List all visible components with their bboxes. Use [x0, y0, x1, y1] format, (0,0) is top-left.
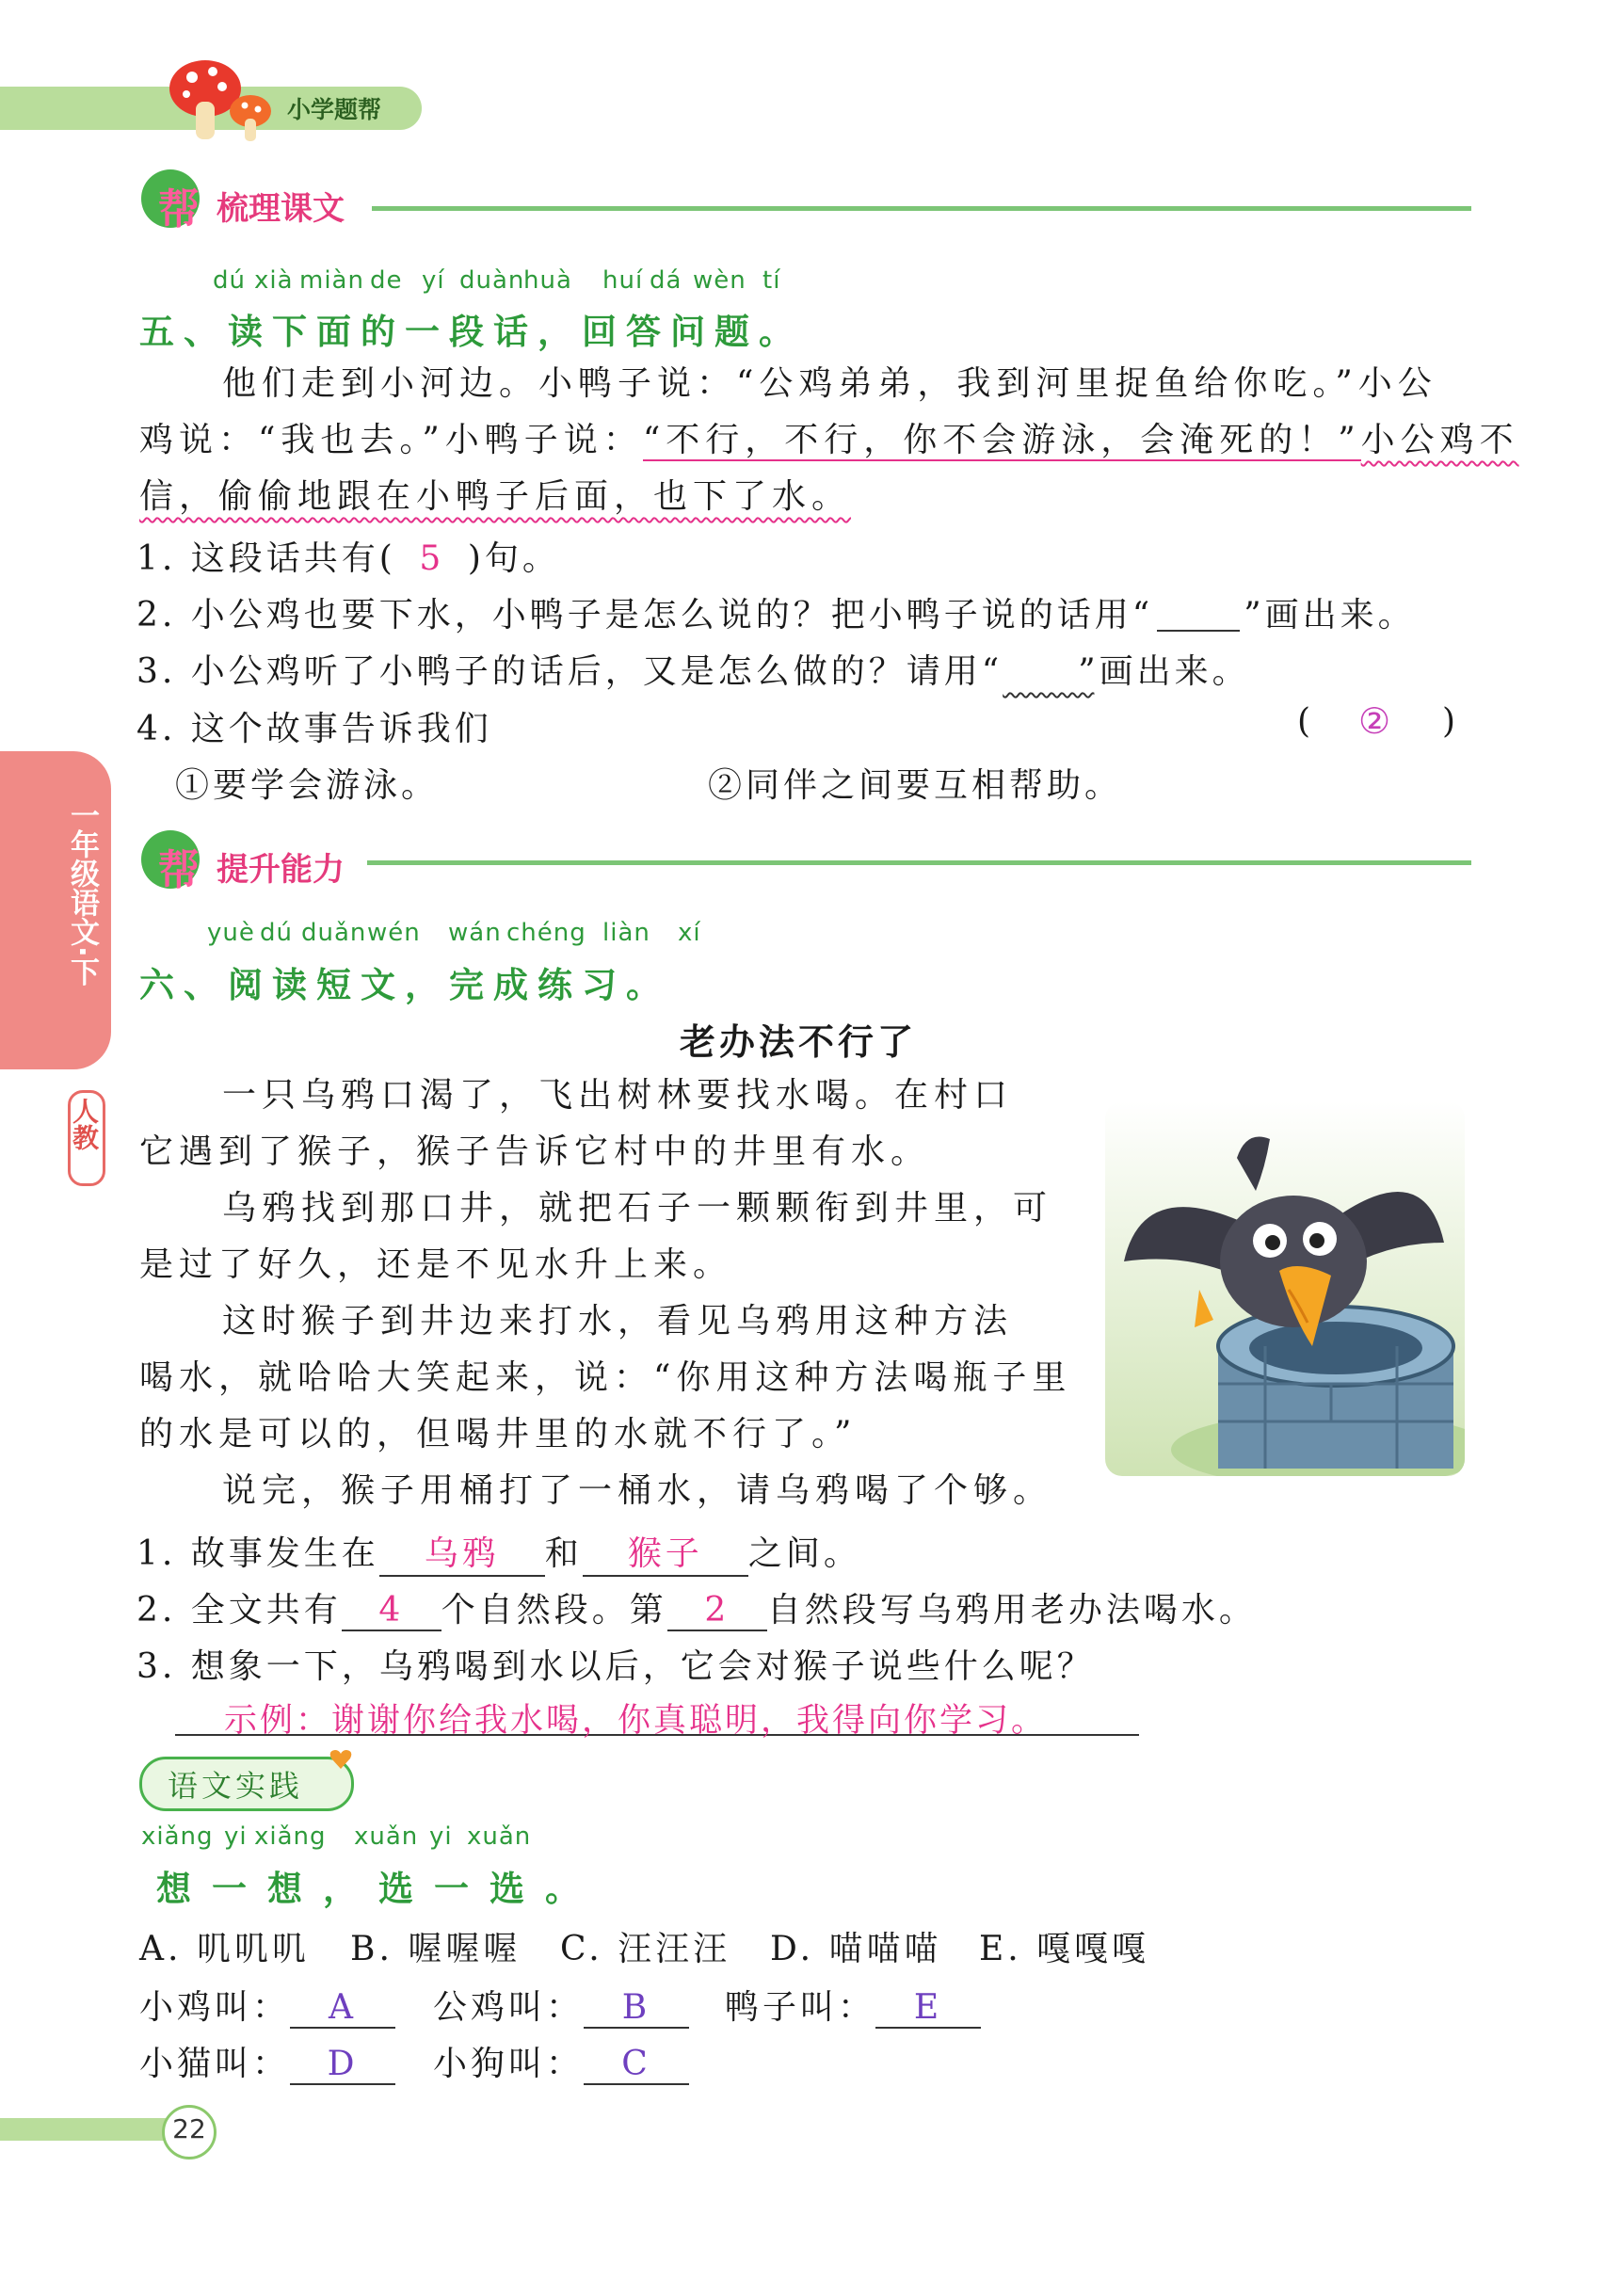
- practice-option: A. 叽叽叽: [139, 1930, 310, 1968]
- wavy-line-sample: [1003, 652, 1078, 691]
- q5-item4-paren-close: ): [1442, 702, 1460, 741]
- q5-item3: 3. 小公鸡听了小鸭子的话后，又是怎么做的？请用“ ”画出来。: [136, 652, 1250, 691]
- q5-item2: 2. 小公鸡也要下水，小鸭子是怎么说的？把小鸭子说的话用“ ”画出来。: [136, 596, 1416, 634]
- q5-item1: 1. 这段话共有( 5 )句。: [136, 539, 560, 578]
- practice-option: C. 汪汪汪: [560, 1930, 731, 1968]
- practice-row1-item1: 小鸡叫： A: [139, 1981, 395, 2029]
- crow-well-illustration: [1105, 1101, 1465, 1476]
- practice-row2-item1: 小猫叫： D: [139, 2037, 395, 2085]
- brand-name: 小学题帮: [287, 96, 382, 123]
- q6-item2: 2. 全文共有 4 个自然段。第 2 自然段写乌鸦用老办法喝水。: [136, 1591, 1257, 1630]
- practice-title: 想一想，选一选。: [156, 1869, 601, 1909]
- page-number: 22: [172, 2113, 206, 2144]
- rooster-action-wavy-2: 信，偷偷地跟在小鸭子后面，也下了水。: [139, 477, 852, 516]
- practice-answer: C: [584, 2045, 689, 2085]
- section-divider: [367, 860, 1471, 865]
- story-line: 一只乌鸦口渴了，飞出树林要找水喝。在村口: [222, 1076, 1014, 1115]
- practice-answer: B: [584, 1988, 689, 2029]
- practice-answer: A: [290, 1988, 395, 2029]
- q6-item3: 3. 想象一下，乌鸦喝到水以后，它会对猴子说些什么呢？: [136, 1647, 1095, 1686]
- practice-option: E. 嘎嘎嘎: [979, 1930, 1150, 1968]
- practice-row2-item2: 小狗叫： C: [433, 2037, 689, 2085]
- mushroom-logo-icon: [166, 56, 279, 147]
- story-line: 的水是可以的，但喝井里的水就不行了。”: [139, 1415, 858, 1453]
- practice-option: D. 喵喵喵: [770, 1930, 942, 1968]
- section-title: 梳理课文: [217, 190, 345, 228]
- practice-answer: D: [290, 2045, 395, 2085]
- footer-bar: [0, 2118, 185, 2141]
- straight-line-sample: [1157, 602, 1240, 632]
- story-line: 是过了好久，还是不见水升上来。: [139, 1245, 733, 1284]
- q5-option1: ①要学会游泳。: [175, 766, 440, 805]
- story-line: 乌鸦找到那口井，就把石子一颗颗衔到井里，可: [222, 1189, 1053, 1228]
- section-title: 提升能力: [217, 851, 345, 889]
- q6-item1-answer1: 乌鸦: [379, 1527, 545, 1577]
- q5-item4-answer: ②: [1358, 700, 1395, 742]
- q6-item1-answer2: 猴子: [583, 1527, 748, 1577]
- q5-passage-line2: 鸡说：“我也去。”小鸭子说：“不行，不行，你不会游泳，会淹死的！”小公鸡不: [139, 421, 1519, 459]
- side-tab-grade: 一年级语文·下: [65, 800, 99, 987]
- q6-item3-answer: 示例：谢谢你给我水喝，你真聪明，我得向你学习。: [224, 1702, 1048, 1740]
- q5-title: 五、读下面的一段话，回答问题。: [139, 312, 803, 352]
- story-line: 它遇到了猴子，猴子告诉它村中的井里有水。: [139, 1132, 931, 1171]
- practice-option: B. 喔喔喔: [350, 1930, 522, 1968]
- q6-pinyin: yuè dú duǎn wén wán chéng liàn xí: [207, 919, 701, 947]
- heart-icon: [329, 1749, 352, 1774]
- duck-speech-underline: “不行，不行，你不会游泳，会淹死的！”: [642, 421, 1361, 459]
- practice-answer: E: [875, 1988, 981, 2029]
- rooster-action-wavy-1: 小公鸡不: [1360, 421, 1519, 459]
- q5-option2: ②同伴之间要互相帮助。: [708, 766, 1123, 805]
- story-line: 这时猴子到井边来打水，看见乌鸦用这种方法: [222, 1302, 1014, 1341]
- section-badge-char: 帮: [158, 846, 200, 894]
- q5-item4: 4. 这个故事告诉我们: [136, 710, 492, 748]
- q5-passage-line3: [139, 469, 851, 525]
- q5-item4-paren-open: (: [1297, 702, 1315, 741]
- story-line: 说完，猴子用桶打了一桶水，请乌鸦喝了个够。: [222, 1471, 1053, 1510]
- story-line: 喝水，就哈哈大笑起来，说：“你用这种方法喝瓶子里: [139, 1358, 1072, 1397]
- practice-pinyin: xiǎng yi xiǎng xuǎn yi xuǎn: [141, 1822, 532, 1851]
- story-title: 老办法不行了: [680, 1021, 918, 1063]
- section-divider: [372, 206, 1471, 211]
- q6-item1: 1. 故事发生在 乌鸦 和 猴子 之间。: [136, 1527, 861, 1577]
- q5-passage-line1: 他们走到小河边。小鸭子说：“公鸡弟弟，我到河里捉鱼给你吃。”小公: [222, 364, 1437, 403]
- q6-title: 六、阅读短文，完成练习。: [139, 965, 670, 1005]
- practice-row1-item2: 公鸡叫： B: [433, 1981, 689, 2029]
- section-badge-char: 帮: [158, 185, 200, 233]
- practice-row1-item3: 鸭子叫： E: [725, 1981, 981, 2029]
- side-tab-edition: 人教: [69, 1098, 100, 1150]
- q5-item1-answer: 5: [419, 539, 445, 578]
- q6-item2-answer2: 2: [667, 1591, 767, 1631]
- q5-pinyin: dú xià miàn de yí duàn huà huí dá wèn tí: [213, 266, 781, 295]
- q6-item2-answer1: 4: [342, 1591, 441, 1631]
- practice-tag: 语文实践: [168, 1768, 304, 1804]
